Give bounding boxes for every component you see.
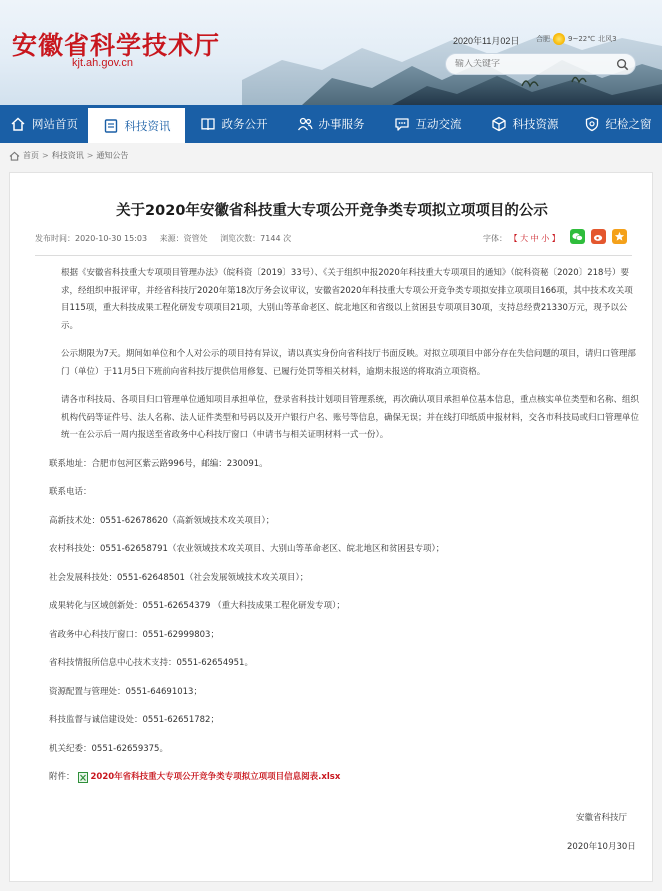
nav-tech-news[interactable] — [88, 105, 185, 143]
font-size-label: 字体： — [483, 234, 507, 243]
breadcrumb — [9, 150, 128, 161]
nav-label-discipline-window: 纪检之窗 — [605, 117, 652, 131]
nav-services[interactable] — [282, 105, 379, 143]
article-panel — [9, 172, 653, 882]
nav-label-tech-resources: 科技资源 — [512, 117, 559, 131]
font-size-small[interactable]: 小 — [541, 234, 550, 243]
article-meta — [35, 233, 301, 244]
breadcrumb-separator: > — [86, 151, 94, 160]
contact-line: 农村科技处：0551-62658791（农业领域技术攻关项目、大别山等革命老区、皖北地区和贫困县专项）； — [49, 544, 445, 554]
sun-icon — [553, 33, 565, 45]
contact-phone-heading: 联系电话： — [49, 487, 92, 497]
main-nav — [0, 105, 662, 143]
share-buttons — [570, 229, 627, 244]
search-box — [445, 53, 636, 75]
people-icon — [297, 116, 313, 132]
view-count: 浏览次数：7144 次 — [220, 234, 292, 243]
nav-label-tech-news: 科技资讯 — [124, 118, 171, 133]
nav-label-interaction: 互动交流 — [415, 117, 462, 131]
breadcrumb-notices[interactable]: 通知公告 — [96, 151, 129, 160]
site-title[interactable]: 安徽省科学技术厅 — [12, 31, 221, 60]
font-size-selector — [483, 233, 560, 244]
news-icon — [103, 118, 119, 134]
weibo-share-icon[interactable] — [591, 229, 606, 244]
home-icon — [9, 151, 20, 161]
signature: 安徽省科技厅 — [576, 813, 628, 823]
nav-discipline-window[interactable] — [573, 105, 662, 143]
article-paragraph: 公示期限为7天。期间如单位和个人对公示的项目持有异议，请以真实身份向省科技厅书面反映。对拟立项项目中部分存在失信问题的项目，请归口管理部门（单位）于11月5日下班前向省科技厅提供信用修复、已履行处罚等相关材料，逾期未报送的将取消立项资格。 — [61, 349, 636, 377]
book-icon — [200, 116, 216, 132]
contact-line: 省政务中心科技厅窗口：0551-62999803； — [49, 629, 219, 640]
article-body — [49, 265, 639, 787]
attachment-link[interactable]: 2020年省科技重大专项公开竞争类专项拟立项项目信息阅表.xlsx — [90, 772, 341, 782]
contact-address: 联系地址：合肥市包河区紫云路996号，邮编：230091。 — [49, 458, 268, 469]
chat-icon — [394, 116, 410, 132]
font-size-medium[interactable]: 中 — [530, 234, 539, 243]
header-date: 2020年11月02日 — [453, 36, 520, 46]
site-url: kjt.ah.gov.cn — [72, 57, 133, 69]
nav-interaction[interactable] — [379, 105, 476, 143]
publish-time: 发布时间：2020-10-30 15:03 — [35, 234, 148, 243]
contact-line: 省科技情报所信息中心技术支持：0551-62654951。 — [49, 658, 253, 668]
weather-temp: 9~22℃ — [568, 35, 596, 43]
cube-icon — [491, 116, 507, 132]
nav-government-affairs[interactable] — [185, 105, 282, 143]
site-header — [0, 0, 662, 105]
title-divider — [35, 255, 632, 256]
wechat-share-icon[interactable] — [570, 229, 585, 244]
contact-line: 高新技术处：0551-62678620（高新领域技术攻关项目）； — [49, 515, 275, 526]
contact-line: 机关纪委：0551-62659375。 — [49, 743, 168, 754]
article-paragraph: 请各市科技局、各项目归口管理单位通知项目承担单位，登录省科技计划项目管理系统，再次确认项目承担单位基本信息，重点核实单位类型和名称、组织机构代码等证件号、法人名称、法人证件类型和号码以及开户银行户名、账号等信息，确保无误；并在线打印纸质申报材料，交各市科技局或归口管理单位统一在公示后一周内报送至省政务中心科技厅窗口（申请书与相关证明材料一式一份）。 — [61, 395, 640, 440]
article-source: 来源：资管处 — [159, 234, 208, 243]
excel-file-icon — [78, 772, 88, 783]
article-paragraph: 根据《安徽省科技重大专项项目管理办法》（皖科资〔2019〕33号）、《关于组织申报2020年科技重大专项项目的通知》（皖科资秘〔2020〕218号）要求，经组织申报评审，并经省科技厅2020年第18次厅务会议审议，安徽省2020年科技重大专项公开竞争类专项拟安排立项项目166项，其中技术攻关项目115项，重大科技成果工程化研发专项项目21项，大别山等革命老区、皖北地区和省级以上贫困县专项项目30项，支持总经费21330万元，现予以公示。 — [61, 268, 633, 331]
signature-date: 2020年10月30日 — [567, 842, 636, 852]
weather-city: 合肥 — [536, 35, 550, 43]
contact-line: 资源配置与管理处：0551-64691013； — [49, 686, 202, 697]
article-title: 关于2020年安徽省科技重大专项公开竞争类专项拟立项项目的公示 — [116, 203, 548, 219]
nav-label-services: 办事服务 — [318, 117, 365, 131]
breadcrumb-separator: > — [42, 151, 49, 160]
contact-line: 科技监督与诚信建设处：0551-62651782； — [49, 715, 219, 725]
breadcrumb-tech-news[interactable]: 科技资讯 — [51, 151, 84, 160]
shield-icon — [584, 116, 600, 132]
home-icon — [10, 116, 26, 132]
attachment-label: 附件： — [49, 772, 75, 782]
nav-tech-resources[interactable] — [476, 105, 573, 143]
weather-wind: 北风3 — [598, 35, 617, 43]
contact-line: 成果转化与区域创新处：0551-62654379 （重大科技成果工程化研发专项）； — [49, 601, 345, 611]
nav-label-home: 网站首页 — [32, 117, 78, 131]
search-input[interactable] — [446, 59, 606, 69]
contact-line: 社会发展科技处：0551-62648501（社会发展领域技术攻关项目）； — [49, 572, 309, 583]
font-size-bracket-close: 】 — [551, 234, 560, 243]
nav-home[interactable] — [0, 105, 88, 143]
search-icon[interactable] — [616, 58, 629, 71]
font-size-large[interactable]: 大 — [520, 234, 529, 243]
font-size-bracket-open: 【 — [509, 234, 518, 243]
breadcrumb-home[interactable]: 首页 — [23, 151, 39, 160]
weather-widget — [536, 33, 617, 45]
favorite-star-icon[interactable] — [612, 229, 627, 244]
nav-label-government-affairs: 政务公开 — [221, 117, 268, 131]
attachment-row — [49, 769, 639, 787]
